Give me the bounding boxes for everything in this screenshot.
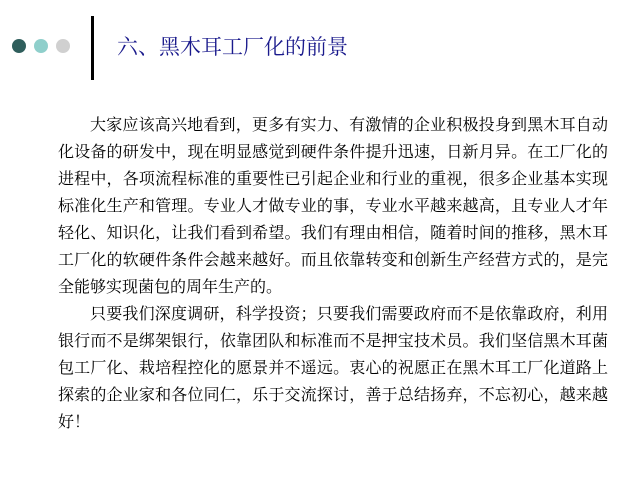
- dot-gray: [56, 39, 70, 53]
- paragraph-2: 只要我们深度调研，科学投资；只要我们需要政府而不是依靠政府，利用银行而不是绑架银行，依靠团队和标准而不是押宝技术员。我们坚信黑木耳菌包工厂化、栽培程控化的愿景并不遥远。衷心的祝愿正在黑木耳工厂化道路上探索的企业家和各位同仁，乐于交流探讨，善于总结扬弃，不忘初心，越来越好！: [58, 304, 608, 431]
- page-title: 六、黑木耳工厂化的前景: [117, 35, 348, 59]
- dot-dark-teal: [12, 39, 26, 53]
- dot-light-teal: [34, 39, 48, 53]
- paragraph-1: 大家应该高兴地看到，更多有实力、有激情的企业积极投身到黑木耳自动化设备的研发中，现在明显感觉到硬件条件提升迅速，日新月异。在工厂化的进程中，各项流程标准的重要性已引起企业和行业的重视，很多企业基本实现标准化生产和管理。专业人才做专业的事，专业水平越来越高，且专业人才年轻化、知识化，让我们看到希望。我们有理由相信，随着时间的推移，黑木耳工厂化的软硬件条件会越来越好。而且依靠转变和创新生产经营方式的，是完全能够实现菌包的周年生产的。: [58, 115, 608, 296]
- body-text: [58, 111, 608, 435]
- title-divider-bar: [91, 16, 94, 80]
- decorative-dots: [12, 39, 70, 53]
